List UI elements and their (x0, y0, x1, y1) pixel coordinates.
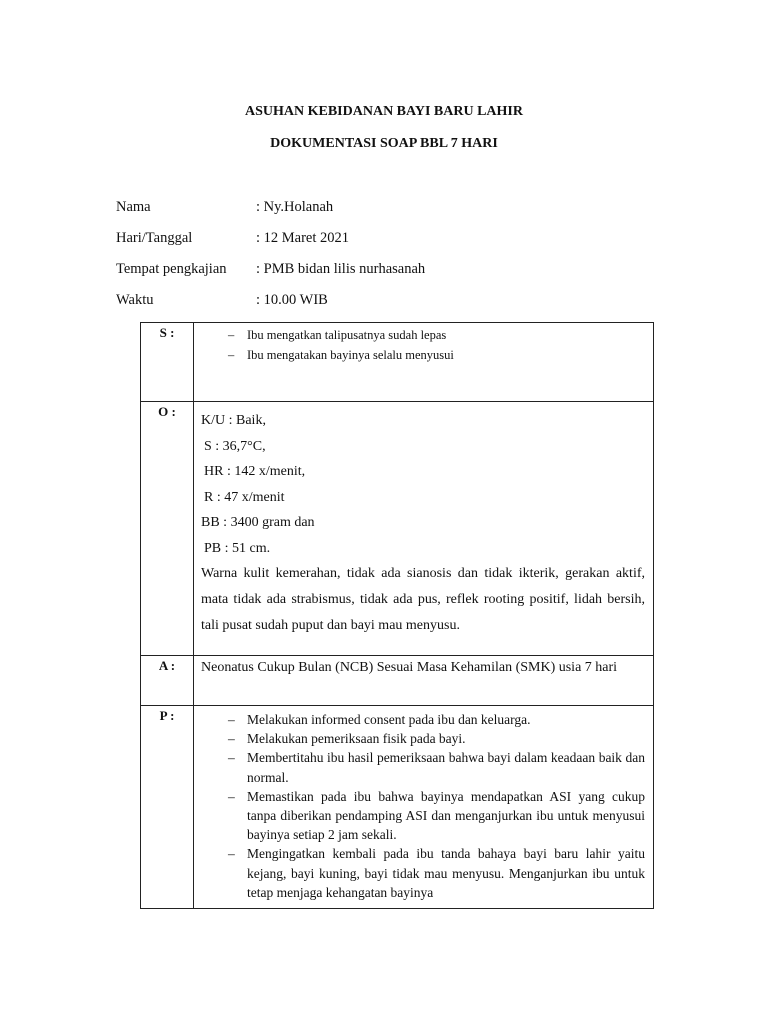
plan-item: – Mengingatkan kembali pada ibu tanda bahaya bayi baru lahir yaitu kejang, bayi kuning, bayi tidak mau menyusu. Menganjurkan ibu untuk tetap menjaga kehangatan bayinya (201, 844, 645, 902)
plan-item: – Melakukan informed consent pada ibu dan keluarga. (201, 710, 645, 729)
info-value: : 12 Maret 2021 (256, 230, 350, 246)
info-value: : Ny.Holanah (256, 199, 334, 215)
plan-item: – Memastikan pada ibu bahwa bayinya mendapatkan ASI yang cukup tanpa diberikan pendamping ASI dan menganjurkan ibu untuk menyusui bayinya setiap 2 jam sekali. (201, 787, 645, 845)
assessment-text: Neonatus Cukup Bulan (NCB) Sesuai Masa Kehamilan (SMK) usia 7 hari (201, 660, 618, 675)
objective-paragraph: Warna kulit kemerahan, tidak ada sianosis dan tidak ikterik, gerakan aktif, mata tidak ada strabismus, tidak ada pus, reflek rooting positif, lidah bersih, tali pusat sudah puput dan bayi mau menyusu. (201, 566, 645, 633)
soap-row-a (141, 656, 653, 705)
plan-item: – Membertitahu ibu hasil pemeriksaan bahwa bayi dalam keadaan baik dan normal. (201, 748, 645, 786)
subjective-list (201, 325, 645, 365)
soap-code-a: A : (158, 658, 176, 673)
info-label: Nama (116, 199, 151, 215)
info-label: Tempat pengkajian (116, 261, 227, 277)
list-item: – Ibu mengatakan bayinya selalu menyusui (201, 345, 645, 365)
objective-line: R : 47 x/menit (204, 489, 285, 505)
objective-line: K/U : Baik, (201, 413, 266, 428)
document-title: ASUHAN KEBIDANAN BAYI BARU LAHIR (245, 104, 523, 119)
info-value: : PMB bidan lilis nurhasanah (256, 261, 426, 277)
objective-line: S : 36,7°C, (204, 438, 266, 454)
plan-list (201, 710, 645, 902)
soap-code-s: S : (159, 325, 175, 340)
info-label: Hari/Tanggal (116, 230, 193, 246)
soap-code-p: P : (159, 708, 175, 723)
objective-content (201, 408, 645, 639)
objective-line: BB : 3400 gram dan (201, 515, 315, 530)
soap-code-o: O : (158, 404, 176, 419)
list-item: – Ibu mengatkan talipusatnya sudah lepas (201, 325, 645, 345)
soap-row-s (141, 323, 653, 401)
soap-table (140, 322, 654, 909)
objective-line: HR : 142 x/menit, (204, 464, 306, 479)
plan-item: – Melakukan pemeriksaan fisik pada bayi. (201, 729, 645, 748)
info-value: : 10.00 WIB (256, 292, 328, 308)
objective-line: PB : 51 cm. (204, 540, 271, 556)
info-label: Waktu (116, 292, 154, 308)
soap-row-o (141, 402, 653, 655)
soap-row-p (141, 706, 653, 909)
document-subtitle: DOKUMENTASI SOAP BBL 7 HARI (270, 136, 498, 151)
